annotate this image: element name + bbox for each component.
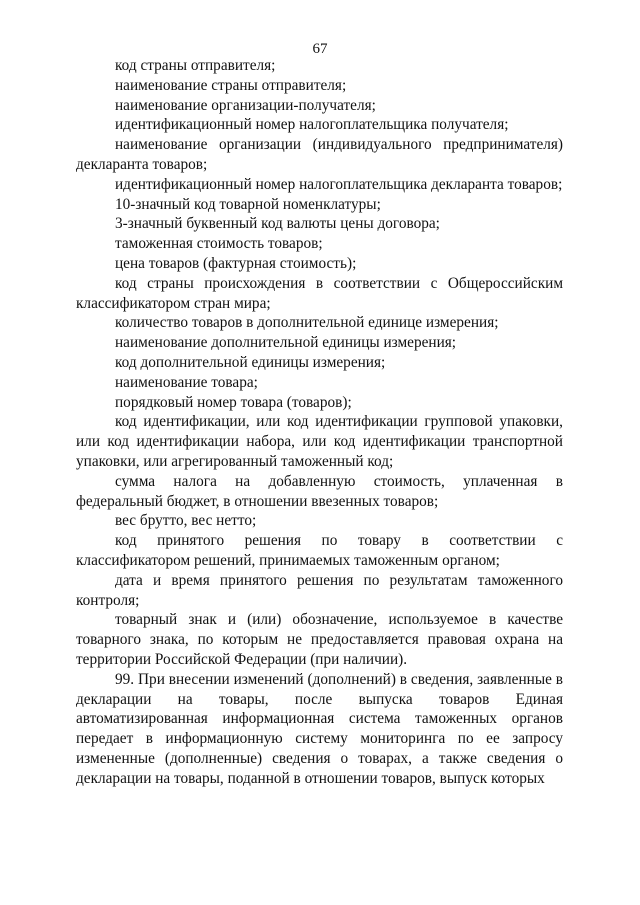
document-body	[76, 56, 563, 788]
list-item-commodity-code: 10-значный код товарной номенклатуры;	[115, 195, 381, 213]
list-item-recipient-organization: наименование организации-получателя;	[115, 96, 376, 114]
list-item-declarant-organization: наименование организации (индивидуального предпринимателя) декларанта товаров;	[76, 136, 563, 173]
list-item-additional-unit-name: наименование дополнительной единицы измерения;	[115, 334, 457, 352]
list-item-recipient-taxpayer-id: идентификационный номер налогоплательщика получателя;	[115, 116, 509, 134]
list-item-identification-code: код идентификации, или код идентификации групповой упаковки, или код идентификации набора, или код идентификации транспортной упаковки, или агрегированный таможенный код;	[76, 413, 563, 470]
list-item-additional-unit-code: код дополнительной единицы измерения;	[115, 353, 386, 371]
list-item-customs-value: таможенная стоимость товаров;	[115, 235, 323, 253]
list-item-additional-unit-quantity: количество товаров в дополнительной единице измерения;	[115, 314, 499, 332]
list-item-goods-sequence-number: порядковый номер товара (товаров);	[115, 393, 352, 411]
page-number: 67	[312, 41, 328, 57]
clause-99-paragraph: 99. При внесении изменений (дополнений) в сведения, заявленные в декларации на товары, после выпуска товаров Единая автоматизированная информационная система таможенных органов передает в информационную систему мониторинга по ее запросу измененные (дополненные) сведения о товарах, а также сведения о декларации на товары, поданной в отношении товаров, выпуск которых	[76, 670, 563, 787]
list-item-decision-code: код принятого решения по товару в соответствии с классификатором решений, принимаемых таможенным органом;	[76, 532, 563, 569]
list-item-goods-name: наименование товара;	[115, 373, 258, 391]
list-item-gross-net-weight: вес брутто, вес нетто;	[115, 512, 257, 530]
list-item-vat-amount: сумма налога на добавленную стоимость, уплаченная в федеральный бюджет, в отношении ввезенных товаров;	[76, 472, 563, 510]
list-item-sender-country-code: код страны отправителя;	[115, 57, 276, 74]
list-item-decision-datetime: дата и время принятого решения по результатам таможенного контроля;	[76, 571, 563, 609]
list-item-origin-country-code: код страны происхождения в соответствии с Общероссийским классификатором стран мира;	[76, 274, 563, 312]
list-item-sender-country-name: наименование страны отправителя;	[115, 76, 347, 94]
list-item-trademark: товарный знак и (или) обозначение, используемое в качестве товарного знака, по которым не предоставляется правовая охрана на территории Российской Федерации (при наличии).	[76, 611, 563, 668]
list-item-currency-code: 3-значный буквенный код валюты цены договора;	[115, 215, 440, 233]
list-item-declarant-taxpayer-id: идентификационный номер налогоплательщика декларанта товаров;	[115, 175, 563, 193]
list-item-invoice-price: цена товаров (фактурная стоимость);	[115, 254, 357, 272]
